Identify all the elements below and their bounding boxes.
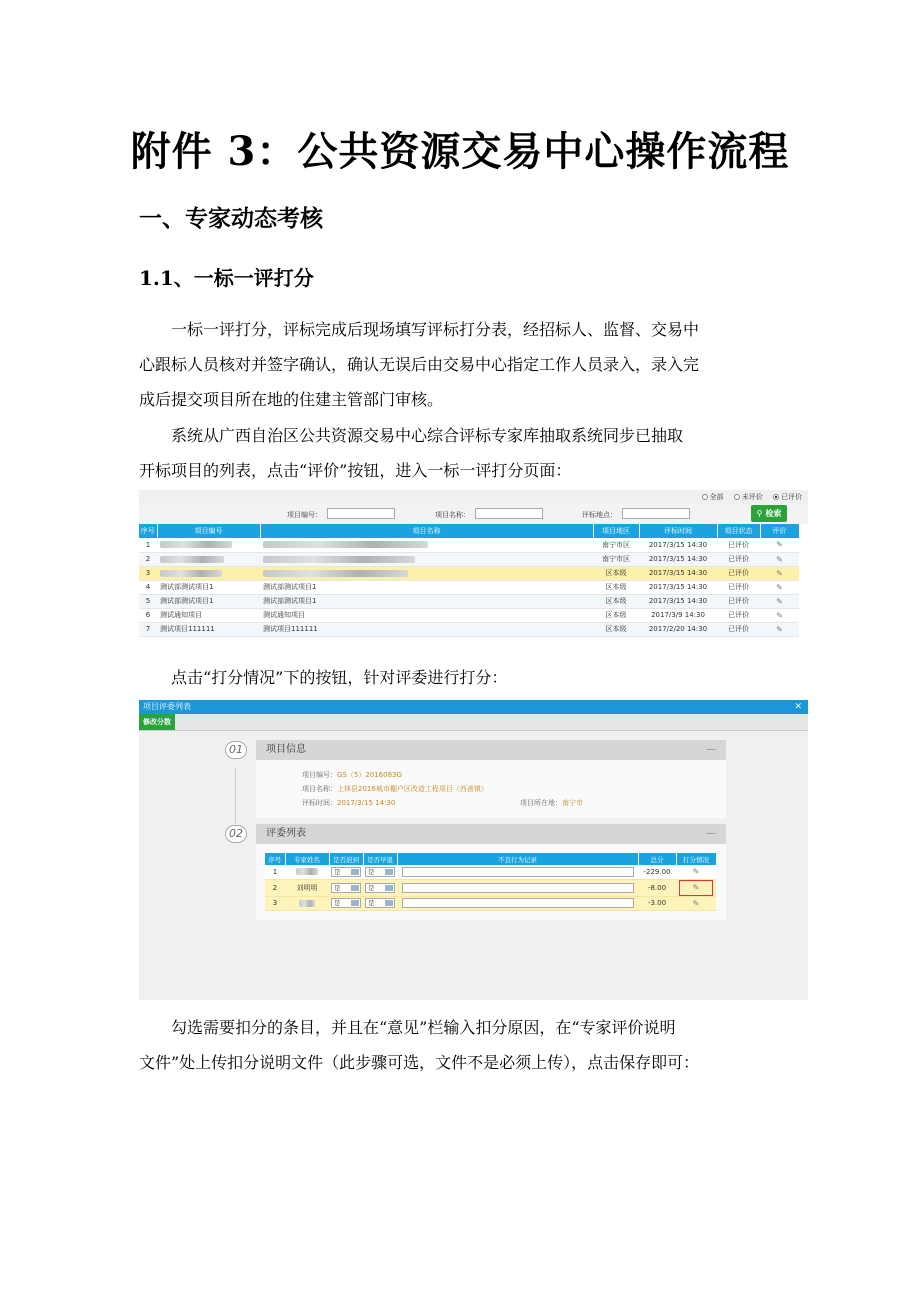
col-header: 是否迟到 bbox=[329, 853, 363, 865]
misconduct-input[interactable] bbox=[397, 865, 638, 879]
row-code: 测试部测试项目1 bbox=[157, 580, 260, 594]
row-time: 2017/3/9 14:30 bbox=[639, 608, 717, 622]
score-button-highlighted[interactable] bbox=[676, 879, 716, 896]
row-no: 7 bbox=[139, 622, 157, 636]
row-score: -8.00 bbox=[638, 879, 676, 896]
col-header: 序号 bbox=[265, 853, 285, 865]
col-header: 评标时间 bbox=[639, 524, 717, 538]
tab-edit-score[interactable]: 修改分数 bbox=[139, 714, 175, 730]
pencil-icon: ✎ bbox=[776, 554, 783, 564]
table-row bbox=[139, 622, 799, 636]
blurred-code bbox=[157, 566, 260, 580]
row-status: 已评价 bbox=[717, 608, 760, 622]
row-status: 已评价 bbox=[717, 580, 760, 594]
score-button[interactable] bbox=[676, 865, 716, 879]
col-header: 项目编号 bbox=[157, 524, 260, 538]
expert-table bbox=[265, 853, 717, 911]
early-select[interactable]: 是 bbox=[363, 865, 397, 879]
window-title: 项目评委列表 bbox=[143, 702, 191, 711]
col-header: 专家姓名 bbox=[285, 853, 329, 865]
blurred-name bbox=[260, 538, 593, 552]
paragraph-line: 文件”处上传扣分说明文件（此步骤可选，文件不是必须上传），点击保存即可： bbox=[139, 1053, 700, 1072]
minimize-icon[interactable]: — bbox=[706, 744, 716, 755]
pencil-icon: ✎ bbox=[692, 867, 700, 877]
radio-checked-icon bbox=[773, 494, 779, 500]
row-time: 2017/3/15 14:30 bbox=[639, 552, 717, 566]
blurred-code bbox=[157, 538, 260, 552]
project-table bbox=[139, 524, 800, 637]
row-time: 2017/3/15 14:30 bbox=[639, 580, 717, 594]
row-expert-name: 刘明明 bbox=[285, 879, 329, 896]
col-header: 评价 bbox=[760, 524, 799, 538]
project-list-screenshot bbox=[139, 490, 808, 642]
row-score: -229.00 bbox=[638, 865, 676, 879]
project-no-label: 项目编号： bbox=[287, 511, 322, 519]
table-row bbox=[139, 608, 799, 622]
pencil-icon: ✎ bbox=[692, 898, 700, 908]
row-region: 南宁市区 bbox=[593, 538, 639, 552]
pencil-icon: ✎ bbox=[776, 540, 783, 550]
project-name-input[interactable] bbox=[475, 508, 543, 519]
pencil-icon: ✎ bbox=[776, 610, 783, 620]
info-time: 评标时间：2017/3/15 14:30 bbox=[302, 799, 396, 807]
blurred-name bbox=[260, 566, 593, 580]
row-no: 4 bbox=[139, 580, 157, 594]
radio-rated[interactable]: 已评价 bbox=[773, 493, 802, 501]
info-name: 项目名称：上林县2016城市棚户区改造工程项目（西善镇） bbox=[302, 785, 488, 793]
table-row-selected bbox=[139, 566, 799, 580]
paragraph-line: 系统从广西自治区公共资源交易中心综合评标专家库抽取系统同步已抽取 bbox=[171, 426, 684, 445]
info-location: 项目所在地：南宁市 bbox=[520, 799, 583, 807]
row-time: 2017/3/15 14:30 bbox=[639, 594, 717, 608]
table-row bbox=[139, 580, 799, 594]
row-region: 区本级 bbox=[593, 566, 639, 580]
step-badge-2: 02 bbox=[225, 825, 247, 843]
paragraph-line: 一标一评打分，评标完成后现场填写评标打分表，经招标人、监督、交易中 bbox=[171, 320, 700, 339]
col-header: 总分 bbox=[638, 853, 676, 865]
row-no: 6 bbox=[139, 608, 157, 622]
row-region: 区本级 bbox=[593, 580, 639, 594]
radio-icon bbox=[734, 494, 740, 500]
rate-button[interactable] bbox=[760, 594, 799, 608]
late-select[interactable]: 是 bbox=[329, 896, 363, 910]
paragraph-line: 心跟标人员核对并签字确认，确认无误后由交易中心指定工作人员录入，录入完 bbox=[139, 355, 700, 374]
row-score: -3.00 bbox=[638, 896, 676, 910]
step-connector bbox=[235, 768, 236, 824]
paragraph-line: 开标项目的列表，点击“评价”按钮，进入一标一评打分页面： bbox=[139, 461, 572, 480]
pencil-icon: ✎ bbox=[776, 624, 783, 634]
radio-unrated[interactable]: 未评价 bbox=[734, 493, 763, 501]
table-row bbox=[265, 865, 716, 879]
location-input[interactable] bbox=[622, 508, 690, 519]
row-time: 2017/3/15 14:30 bbox=[639, 566, 717, 580]
paragraph-3 bbox=[139, 660, 789, 695]
paragraph-1 bbox=[139, 312, 789, 417]
paragraph-4 bbox=[139, 1010, 789, 1080]
misconduct-input[interactable] bbox=[397, 896, 638, 910]
col-header: 序号 bbox=[139, 524, 157, 538]
search-icon: ⚲ bbox=[756, 509, 763, 518]
early-select[interactable]: 是 bbox=[363, 879, 397, 896]
expert-list-screenshot bbox=[139, 700, 808, 1000]
col-header: 是否早退 bbox=[363, 853, 397, 865]
late-select[interactable]: 是 bbox=[329, 865, 363, 879]
rate-button[interactable] bbox=[760, 566, 799, 580]
row-status: 已评价 bbox=[717, 566, 760, 580]
tab-bar bbox=[139, 714, 808, 731]
section-expert-list-header bbox=[256, 824, 726, 844]
early-select[interactable]: 是 bbox=[363, 896, 397, 910]
row-no: 5 bbox=[139, 594, 157, 608]
table-row bbox=[139, 538, 799, 552]
search-button[interactable]: ⚲ 检索 bbox=[751, 505, 787, 522]
rate-button[interactable] bbox=[760, 538, 799, 552]
row-status: 已评价 bbox=[717, 552, 760, 566]
minimize-icon[interactable]: — bbox=[706, 828, 716, 839]
window-titlebar bbox=[139, 700, 808, 714]
project-no-input[interactable] bbox=[327, 508, 395, 519]
search-bar bbox=[139, 504, 808, 524]
table-row bbox=[265, 879, 716, 896]
section-project-info-header bbox=[256, 740, 726, 760]
paragraph-line: 勾选需要扣分的条目，并且在“意见”栏输入扣分原因，在“专家评价说明 bbox=[171, 1018, 676, 1037]
score-button[interactable] bbox=[676, 896, 716, 910]
row-code: 测试项目111111 bbox=[157, 622, 260, 636]
row-status: 已评价 bbox=[717, 538, 760, 552]
info-code: 项目编号：GS（5）2016083G bbox=[302, 771, 402, 779]
row-region: 区本级 bbox=[593, 608, 639, 622]
rate-button[interactable] bbox=[760, 552, 799, 566]
location-label: 评标地点： bbox=[582, 511, 617, 519]
row-no: 2 bbox=[265, 879, 285, 896]
row-name: 测试通知项目 bbox=[260, 608, 593, 622]
close-icon[interactable]: ✕ bbox=[794, 702, 802, 712]
col-header: 项目地区 bbox=[593, 524, 639, 538]
pencil-icon: ✎ bbox=[776, 568, 783, 578]
table-row bbox=[139, 594, 799, 608]
rate-button[interactable] bbox=[760, 608, 799, 622]
project-info-panel bbox=[256, 760, 726, 818]
row-no: 2 bbox=[139, 552, 157, 566]
blurred-expert-name bbox=[285, 865, 329, 879]
row-code: 测试部测试项目1 bbox=[157, 594, 260, 608]
rate-button[interactable] bbox=[760, 622, 799, 636]
row-no: 3 bbox=[139, 566, 157, 580]
row-region: 区本级 bbox=[593, 594, 639, 608]
table-row bbox=[265, 896, 716, 910]
row-status: 已评价 bbox=[717, 622, 760, 636]
document-title: 附件 3：公共资源交易中心操作流程 bbox=[130, 128, 790, 175]
row-status: 已评价 bbox=[717, 594, 760, 608]
blurred-expert-name bbox=[285, 896, 329, 910]
section-title: 评委列表 bbox=[266, 828, 306, 839]
section-heading: 一、专家动态考核 bbox=[139, 205, 323, 232]
paragraph-2 bbox=[139, 418, 789, 488]
row-region: 南宁市区 bbox=[593, 552, 639, 566]
pencil-icon: ✎ bbox=[776, 582, 783, 592]
blurred-code bbox=[157, 552, 260, 566]
pencil-icon: ✎ bbox=[692, 882, 700, 892]
row-region: 区本级 bbox=[593, 622, 639, 636]
blurred-name bbox=[260, 552, 593, 566]
paragraph-line: 成后提交项目所在地的住建主管部门审核。 bbox=[139, 390, 444, 409]
radio-icon bbox=[702, 494, 708, 500]
section-title: 项目信息 bbox=[266, 744, 306, 755]
col-header: 不良行为记录 bbox=[397, 853, 638, 865]
row-no: 1 bbox=[139, 538, 157, 552]
pencil-icon: ✎ bbox=[776, 596, 783, 606]
col-header: 项目状态 bbox=[717, 524, 760, 538]
row-no: 1 bbox=[265, 865, 285, 879]
project-name-label: 项目名称： bbox=[435, 511, 470, 519]
row-name: 测试部测试项目1 bbox=[260, 594, 593, 608]
rate-button[interactable] bbox=[760, 580, 799, 594]
row-time: 2017/3/15 14:30 bbox=[639, 538, 717, 552]
misconduct-input[interactable] bbox=[397, 879, 638, 896]
paragraph-line: 点击“打分情况”下的按钮，针对评委进行打分： bbox=[171, 668, 508, 687]
row-name: 测试项目111111 bbox=[260, 622, 593, 636]
row-name: 测试部测试项目1 bbox=[260, 580, 593, 594]
radio-all[interactable]: 全部 bbox=[702, 493, 724, 501]
row-code: 测试通知项目 bbox=[157, 608, 260, 622]
late-select[interactable]: 是 bbox=[329, 879, 363, 896]
subsection-heading: 1.1、一标一评打分 bbox=[139, 266, 314, 290]
table-row bbox=[139, 552, 799, 566]
col-header: 项目名称 bbox=[260, 524, 593, 538]
filter-radio-bar bbox=[139, 490, 808, 504]
col-header: 打分情况 bbox=[676, 853, 716, 865]
row-time: 2017/2/20 14:30 bbox=[639, 622, 717, 636]
row-no: 3 bbox=[265, 896, 285, 910]
step-badge-1: 01 bbox=[225, 741, 247, 759]
